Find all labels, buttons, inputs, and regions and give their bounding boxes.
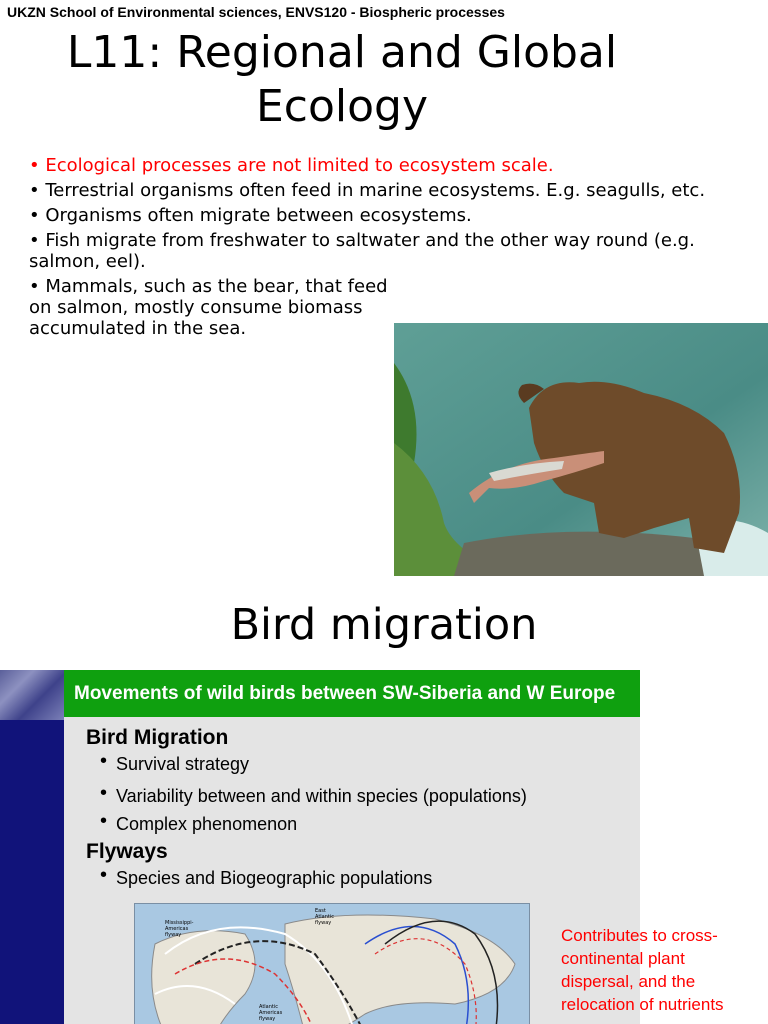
- bullet-list: [29, 155, 729, 343]
- bullet-item: • Organisms often migrate between ecosystems.: [29, 205, 472, 226]
- slide-list-item: • Complex phenomenon: [116, 813, 527, 835]
- title-line-1: L11: Regional and Global: [66, 27, 618, 78]
- slide-heading: Bird Migration: [86, 726, 229, 749]
- page-title: [0, 26, 684, 134]
- bullet-item: • Fish migrate from freshwater to saltwater and the other way round (e.g. salmon, eel).: [29, 230, 695, 272]
- slide-body: [86, 725, 527, 889]
- bullet-item: • Mammals, such as the bear, that feed on salmon, mostly consume biomass accumulated in the sea.: [29, 276, 388, 339]
- map-label: East Atlantic flyway: [315, 908, 335, 926]
- map-label: Atlantic Americas flyway: [259, 1004, 283, 1022]
- bear-salmon-photo: [394, 323, 768, 576]
- title-line-2: Ecology: [255, 81, 429, 132]
- embedded-slide: [0, 670, 640, 1024]
- course-header: UKZN School of Environmental sciences, ENVS120 - Biospheric processes: [7, 4, 505, 20]
- bullet-item: • Ecological processes are not limited to ecosystem scale.: [29, 155, 554, 176]
- slide-list-item: • Survival strategy: [116, 753, 527, 775]
- map-label: Mississippi-Americas flyway: [165, 920, 194, 938]
- section-title: Bird migration: [230, 600, 538, 650]
- side-note: Contributes to cross-continental plant dispersal, and the relocation of nutrients: [561, 926, 724, 1014]
- slide-corner-image: [0, 670, 64, 720]
- slide-list-item: • Variability between and within species (populations): [116, 785, 527, 807]
- slide-banner: Movements of wild birds between SW-Siberia and W Europe: [64, 670, 640, 717]
- slide-side-bar: [0, 670, 64, 1024]
- slide-list-item: • Species and Biogeographic populations: [116, 867, 527, 889]
- slide-heading: Flyways: [86, 840, 168, 863]
- bullet-item: • Terrestrial organisms often feed in marine ecosystems. E.g. seagulls, etc.: [29, 180, 706, 201]
- flyway-map: [134, 903, 530, 1024]
